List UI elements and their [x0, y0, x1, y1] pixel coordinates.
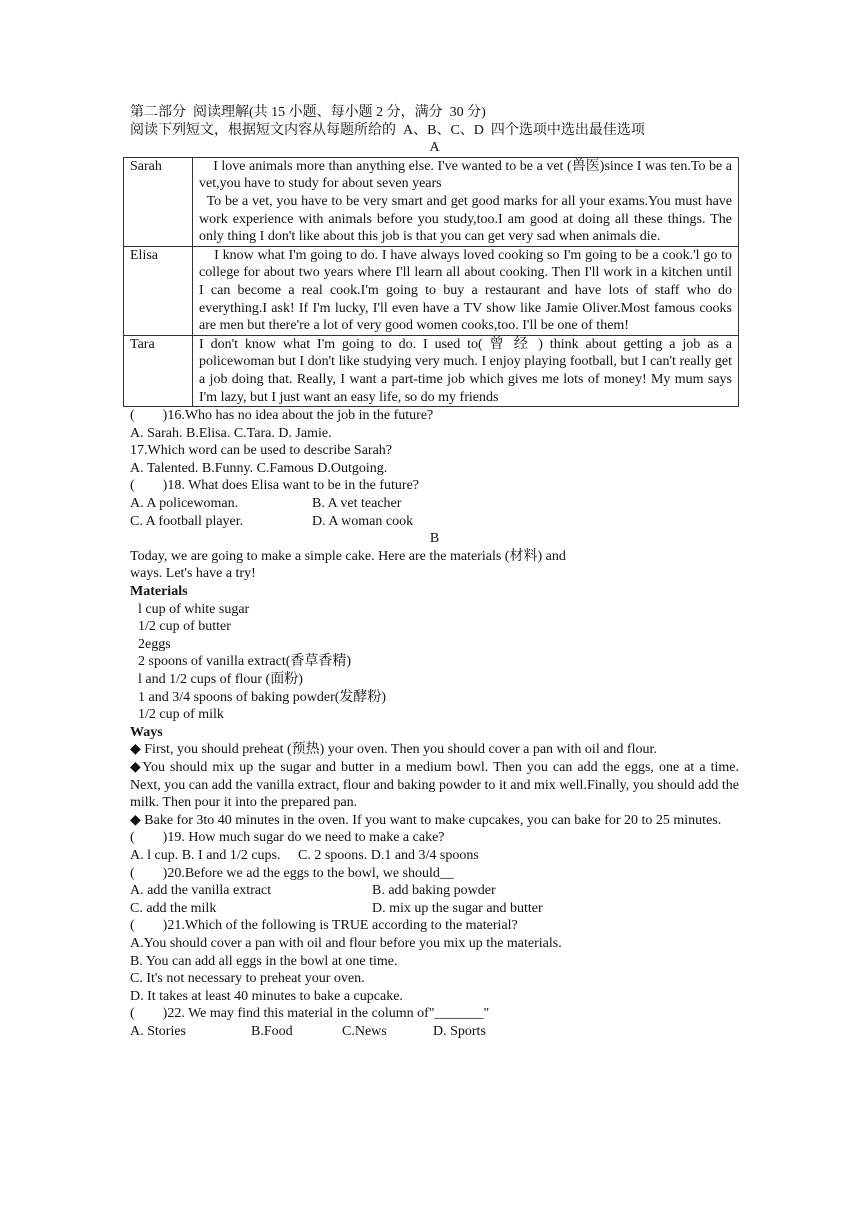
row-text-sarah: [193, 157, 739, 246]
materials-heading: Materials: [130, 584, 188, 600]
q18-option-b: B. A vet teacher: [312, 496, 402, 512]
q18-option-c: C. A football player.: [130, 513, 244, 529]
sarah-paragraph-1: I love animals more than anything else. I've wanted to be a vet (兽医)since I was ten.To be a vet,you have to study for about seven years: [199, 158, 736, 192]
material-item: 2 spoons of vanilla extract(香草香精): [138, 654, 352, 670]
q22-option-a: A. Stories: [130, 1023, 186, 1039]
way-step-3: ◆ Bake for 3to 40 minutes in the oven. If you want to make cupcakes, you can bake for 20 to 25 minutes.: [130, 812, 722, 828]
q21-option-a: A.You should cover a pan with oil and flour before you mix up the materials.: [130, 935, 562, 951]
material-item: 1/2 cup of butter: [138, 619, 231, 635]
row-name-elisa: Elisa: [124, 246, 193, 335]
q20-option-b: B. add baking powder: [372, 883, 496, 899]
way-step-1: ◆ First, you should preheat (预热) your oven. Then you should cover a pan with oil and flour.: [130, 742, 657, 758]
question-18-options-row-2: [130, 513, 739, 531]
material-item: 1 and 3/4 spoons of baking powder(发酵粉): [138, 689, 387, 705]
q20-option-c: C. add the milk: [130, 900, 217, 916]
passage-label-b: B: [429, 531, 440, 547]
row-text-elisa: [193, 246, 739, 335]
question-21: ( )21.Which of the following is TRUE according to the material?: [130, 918, 518, 934]
question-20-options-row-1: [130, 882, 739, 900]
question-19-options: A. l cup. B. I and 1/2 cups. C. 2 spoons. D.1 and 3/4 spoons: [130, 847, 479, 863]
tara-paragraph-1: I don't know what I'm going to do. I used to( 曾 经 ) think about getting a job as a policewoman but I don't like studying very much. I enjoy playing football, but I can't really get a job doing that. Really, I want a part-time job which gives me lots of money! My mum says I'm lazy, but I just want an easy life, so do my friends: [199, 336, 732, 405]
q21-option-d: D. It takes at least 40 minutes to bake a cupcake.: [130, 988, 403, 1004]
passage-b-intro-line-1: Today, we are going to make a simple cake. Here are the materials (材料) and: [130, 548, 566, 564]
question-17-options: A. Talented. B.Funny. C.Famous D.Outgoing.: [130, 460, 388, 476]
material-item: l cup of white sugar: [138, 601, 250, 617]
q21-option-c: C. It's not necessary to preheat your oven.: [130, 971, 365, 987]
question-22: ( )22. We may find this material in the column of"_______": [130, 1006, 490, 1022]
section-title: 第二部分 阅读理解(共 15 小题、每小题 2 分，满分 30 分): [130, 105, 486, 120]
q20-option-d: D. mix up the sugar and butter: [372, 900, 543, 916]
way-step-2: ◆You should mix up the sugar and butter in a medium bowl. Then you can add the eggs, one at a time. Next, you can add the vanilla extract, flour and baking powder to it and mix well.Finally, you should add the milk. Then pour it into the prepared pan.: [130, 759, 739, 811]
materials-list: [130, 601, 739, 724]
passage-b-intro-line-2: ways. Let's have a try!: [130, 566, 256, 582]
row-name-tara: Tara: [124, 335, 193, 406]
passage-label-a: A: [429, 140, 440, 156]
question-17: 17.Which word can be used to describe Sarah?: [130, 443, 393, 459]
q21-option-b: B. You can add all eggs in the bowl at one time.: [130, 953, 398, 969]
passage-a-table: [123, 157, 739, 407]
question-19: ( )19. How much sugar do we need to make a cake?: [130, 830, 445, 846]
q22-option-d: D. Sports: [433, 1023, 486, 1039]
table-row: [124, 246, 739, 335]
question-16-options: A. Sarah. B.Elisa. C.Tara. D. Jamie.: [130, 425, 332, 441]
ways-heading: Ways: [130, 724, 163, 740]
q18-option-d: D. A woman cook: [312, 513, 414, 529]
question-20: ( )20.Before we ad the eggs to the bowl, we should__: [130, 865, 454, 881]
question-20-options-row-2: [130, 900, 739, 918]
material-item: 2eggs: [138, 636, 171, 652]
document-page: [130, 104, 739, 1040]
material-item: 1/2 cup of milk: [138, 707, 224, 723]
instruction: 阅读下列短文，根据短文内容从每题所给的 A、B、C、D 四个选项中选出最佳选项: [130, 122, 645, 138]
question-18-options-row-1: [130, 495, 739, 513]
q18-option-a: A. A policewoman.: [130, 496, 239, 512]
row-text-tara: [193, 335, 739, 406]
question-22-options: [130, 1023, 739, 1041]
table-row: [124, 335, 739, 406]
question-18: ( )18. What does Elisa want to be in the future?: [130, 478, 419, 494]
row-name-sarah: Sarah: [124, 157, 193, 246]
elisa-paragraph-1: I know what I'm going to do. I have always loved cooking so I'm going to be a cook.'l go to college for about two years where I'll learn all about cooking. Then I'll work in a kitchen until I can become a real cook.I'm going to buy a restaurant and have lots of staff who do everything.I ask! If I'm lucky, I'll even have a TV show like Jamie Oliver.Most famous cooks are men but there're a lot of very good women cooks,too. I'll be one of them!: [199, 247, 736, 334]
q22-option-b: B.Food: [251, 1023, 293, 1039]
table-row: [124, 157, 739, 246]
q22-option-c: C.News: [342, 1023, 387, 1039]
q20-option-a: A. add the vanilla extract: [130, 883, 272, 899]
sarah-paragraph-2: To be a vet, you have to be very smart and get good marks for all your exams.You must have work experience with animals before you study,too.I am good at doing all these things. The only thing I don't like about this job is that you can get very sad when animals die.: [199, 193, 736, 245]
material-item: l and 1/2 cups of flour (面粉): [138, 672, 303, 687]
question-16: ( )16.Who has no idea about the job in the future?: [130, 408, 434, 424]
